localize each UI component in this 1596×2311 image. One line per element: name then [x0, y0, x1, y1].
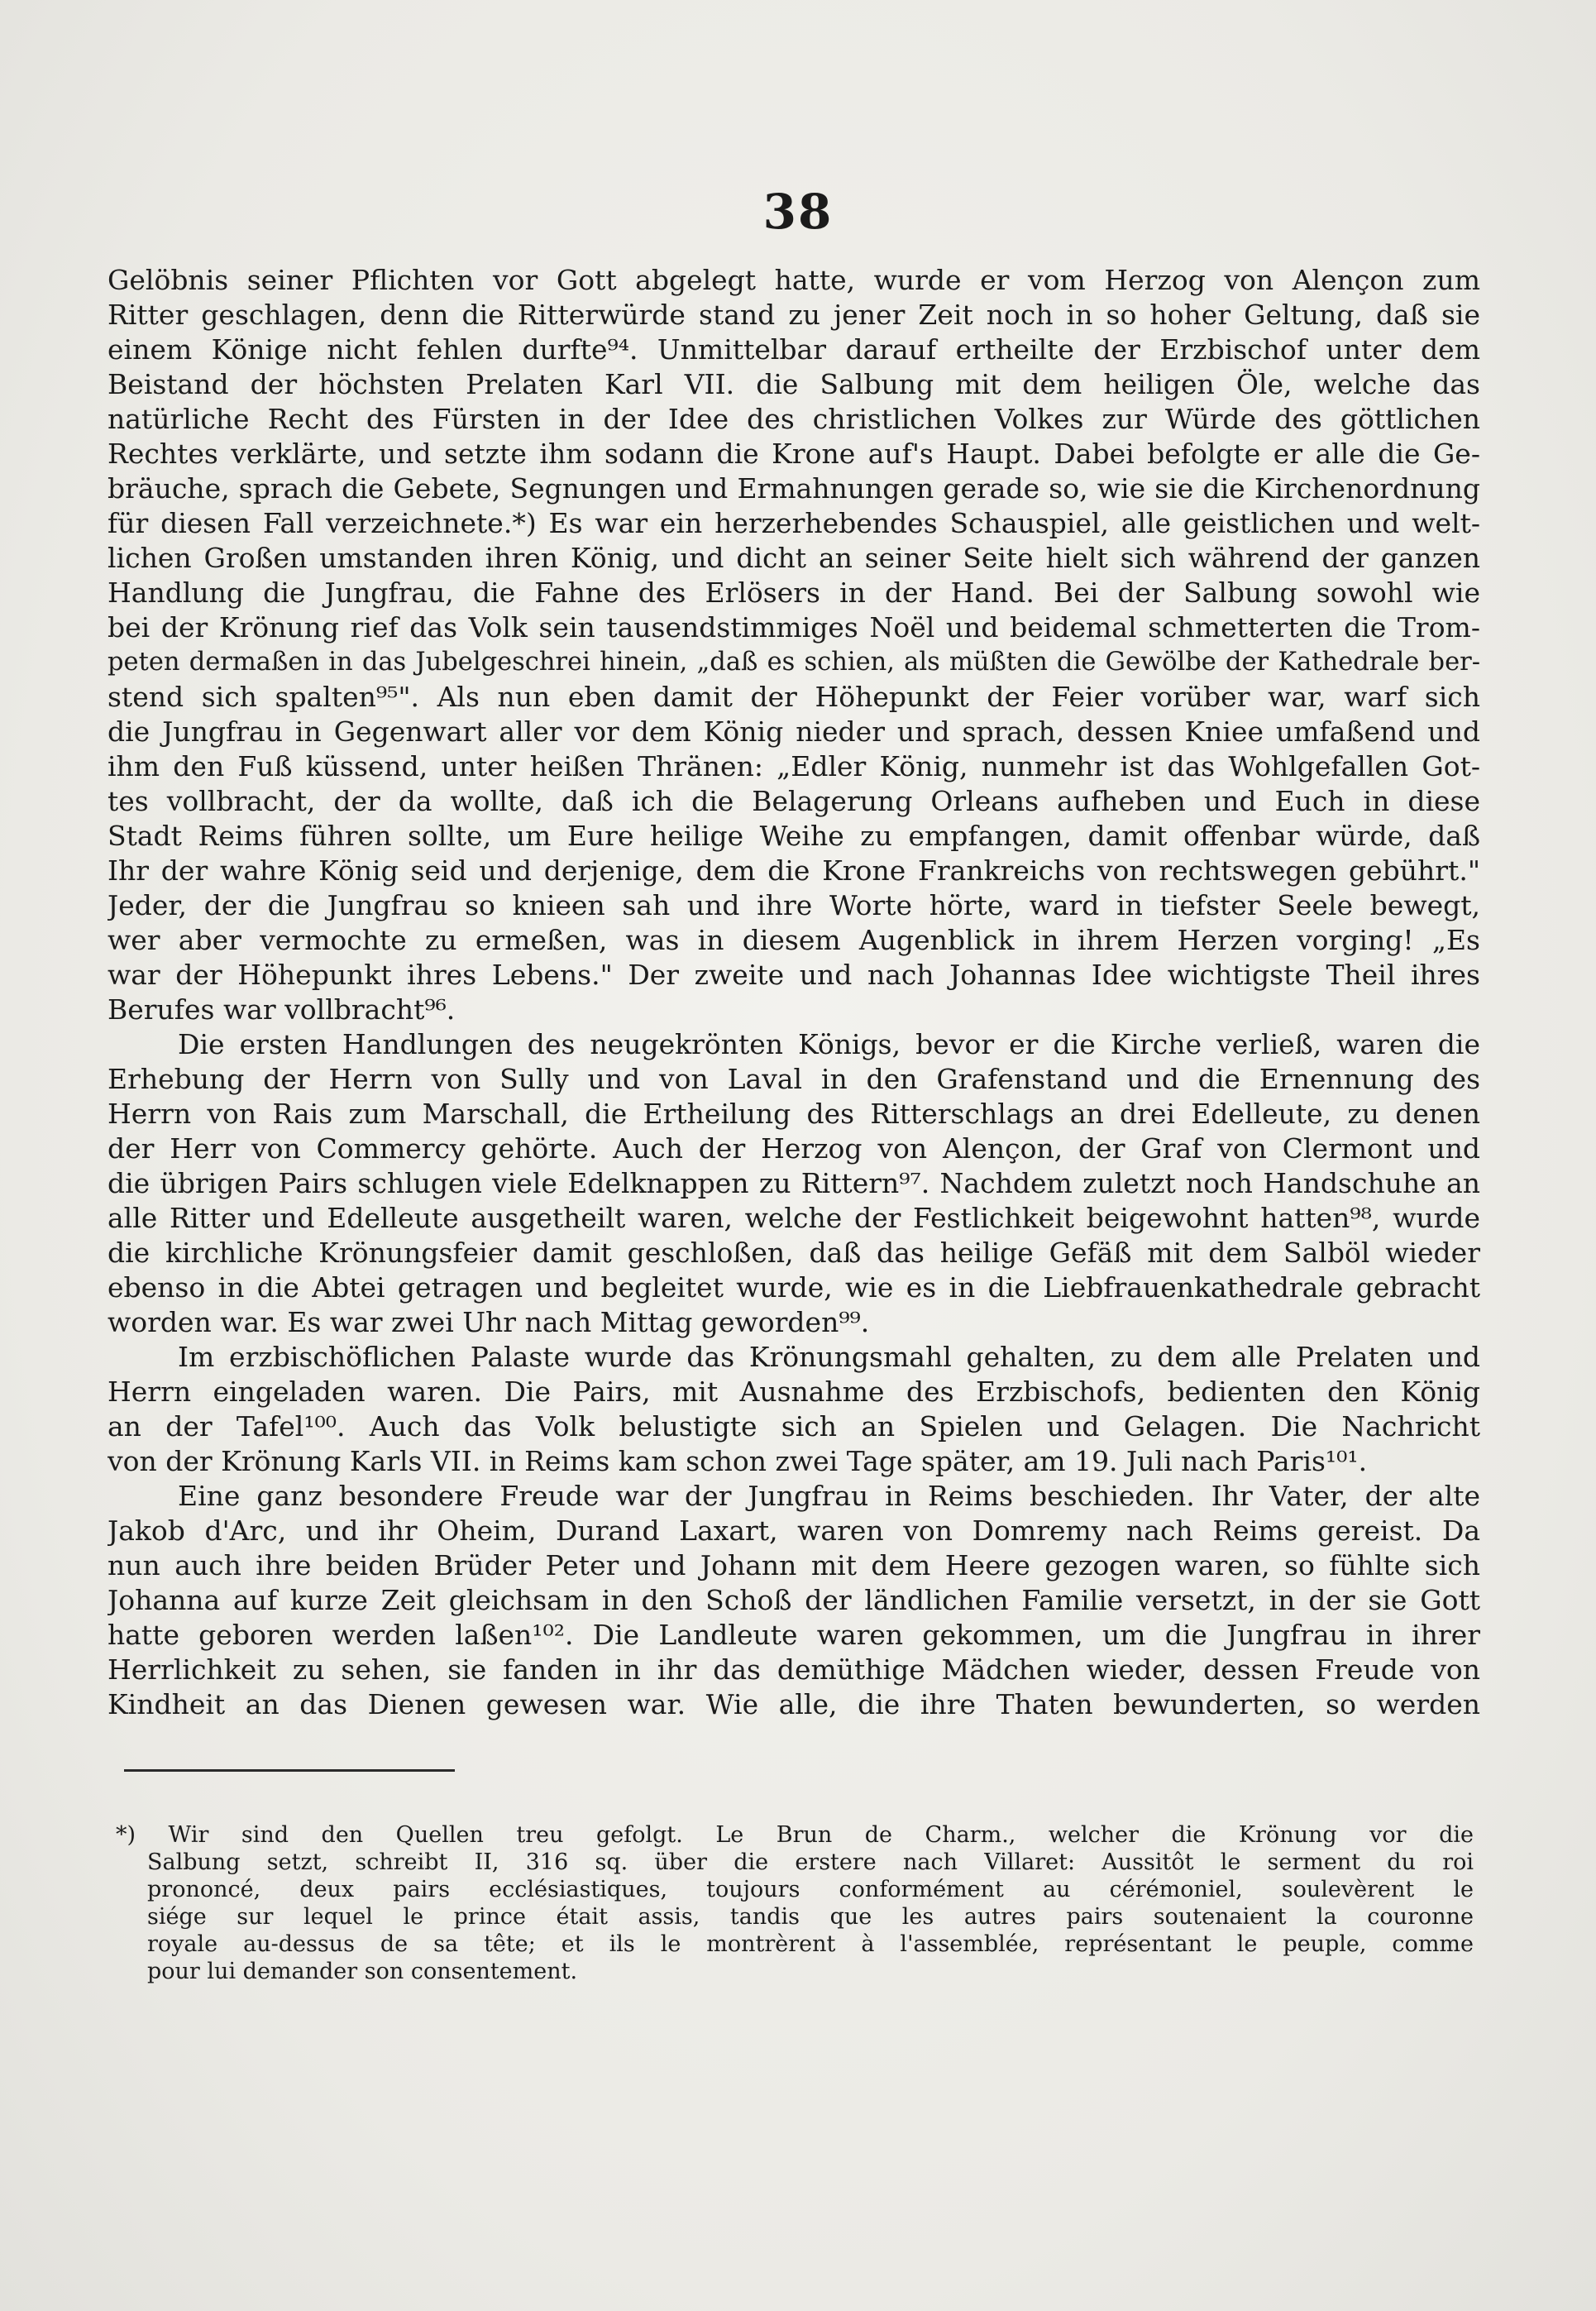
- text-line: einem Könige nicht fehlen durfte⁹⁴. Unmittelbar darauf ertheilte der Erzbischof unter dem: [108, 333, 1480, 366]
- text-line: Herrlichkeit zu sehen, sie fanden in ihr das demüthige Mädchen wieder, dessen Freude von: [108, 1653, 1480, 1686]
- text-line: Erhebung der Herrn von Sully und von Laval in den Grafenstand und die Ernennung des: [108, 1063, 1480, 1095]
- main-text: [108, 263, 1480, 1722]
- text-line: alle Ritter und Edelleute ausgetheilt waren, welche der Festlichkeit beigewohnt hatten⁹⁸, wurde: [108, 1202, 1480, 1234]
- text-line: bei der Krönung rief das Volk sein tausendstimmiges Noël und beidemal schmetterten die Trom-: [108, 611, 1480, 644]
- text-line: Handlung die Jungfrau, die Fahne des Erlösers in der Hand. Bei der Salbung sowohl wie: [108, 577, 1480, 609]
- text-line: Gelöbnis seiner Pflichten vor Gott abgelegt hatte, wurde er vom Herzog von Alençon zum: [108, 264, 1480, 296]
- text-line: Kindheit an das Dienen gewesen war. Wie alle, die ihre Thaten bewunderten, so werden: [108, 1688, 1480, 1720]
- footnote: [116, 1821, 1474, 1985]
- footnote-line: *) Wir sind den Quellen treu gefolgt. Le Brun de Charm., welcher die Krönung vor die: [116, 1822, 1474, 1848]
- text-line: Beistand der höchsten Prelaten Karl VII. die Salbung mit dem heiligen Öle, welche das: [108, 368, 1480, 400]
- text-line: die Jungfrau in Gegenwart aller vor dem König nieder und sprach, dessen Kniee umfaßend und: [108, 715, 1480, 748]
- text-line: stend sich spalten⁹⁵". Als nun eben damit der Höhepunkt der Feier vorüber war, warf sich: [108, 681, 1480, 713]
- text-line: der Herr von Commercy gehörte. Auch der Herzog von Alençon, der Graf von Clermont und: [108, 1132, 1480, 1165]
- text-line: Jakob d'Arc, und ihr Oheim, Durand Laxart, waren von Domremy nach Reims gereist. Da: [108, 1514, 1480, 1547]
- text-line: ebenso in die Abtei getragen und begleitet wurde, wie es in die Liebfrauenkathedrale gebracht: [108, 1271, 1480, 1304]
- page-number: 38: [762, 184, 834, 240]
- text-line: an der Tafel¹⁰⁰. Auch das Volk belustigte sich an Spielen und Gelagen. Die Nachricht: [108, 1410, 1480, 1443]
- text-line: Ihr der wahre König seid und derjenige, dem die Krone Frankreichs von rechtswegen gebührt.": [108, 854, 1480, 887]
- text-line: wer aber vermochte zu ermeßen, was in diesem Augenblick in ihrem Herzen vorging! „Es: [108, 924, 1480, 956]
- footnote-divider: [124, 1769, 455, 1772]
- text-line: von der Krönung Karls VII. in Reims kam schon zwei Tage später, am 19. Juli nach Paris¹⁰¹.: [108, 1445, 1368, 1477]
- footnote-line: Salbung setzt, schreibt II, 316 sq. über die erstere nach Villaret: Aussitôt le serment du roi: [147, 1849, 1474, 1875]
- text-line: worden war. Es war zwei Uhr nach Mittag geworden⁹⁹.: [108, 1306, 870, 1338]
- text-line: Johanna auf kurze Zeit gleichsam in den Schoß der ländlichen Familie versetzt, in der sie Gott: [108, 1584, 1480, 1616]
- text-line: Im erzbischöflichen Palaste wurde das Krönungsmahl gehalten, zu dem alle Prelaten und: [178, 1341, 1480, 1373]
- text-line: Herrn von Rais zum Marschall, die Ertheilung des Ritterschlags an drei Edelleute, zu denen: [108, 1098, 1480, 1130]
- footnote-line: prononcé, deux pairs ecclésiastiques, toujours conformément au cérémoniel, soulevèrent le: [147, 1877, 1474, 1902]
- text-line: natürliche Recht des Fürsten in der Idee des christlichen Volkes zur Würde des göttlichen: [108, 403, 1480, 435]
- text-line: Die ersten Handlungen des neugekrönten Königs, bevor er die Kirche verließ, waren die: [178, 1028, 1480, 1060]
- text-line: die übrigen Pairs schlugen viele Edelknappen zu Rittern⁹⁷. Nachdem zuletzt noch Handschuhe an: [108, 1167, 1480, 1199]
- text-line: tes vollbracht, der da wollte, daß ich die Belagerung Orleans aufheben und Euch in diese: [108, 785, 1480, 817]
- text-line: Herrn eingeladen waren. Die Pairs, mit Ausnahme des Erzbischofs, bedienten den König: [108, 1376, 1480, 1408]
- text-line: war der Höhepunkt ihres Lebens." Der zweite und nach Johannas Idee wichtigste Theil ihres: [108, 959, 1480, 991]
- text-line: bräuche, sprach die Gebete, Segnungen und Ermahnungen gerade so, wie sie die Kirchenordnung: [108, 472, 1480, 505]
- text-line: für diesen Fall verzeichnete.*) Es war ein herzerhebendes Schauspiel, alle geistlichen und welt-: [108, 507, 1480, 539]
- text-line: lichen Großen umstanden ihren König, und dicht an seiner Seite hielt sich während der ganzen: [108, 542, 1480, 574]
- footnote-line: pour lui demander son consentement.: [147, 1959, 578, 1984]
- text-line: peten dermaßen in das Jubelgeschrei hinein, „daß es schien, als müßten die Gewölbe der Kathedrale ber-: [108, 648, 1480, 677]
- text-line: ihm den Fuß küssend, unter heißen Thränen: „Edler König, nunmehr ist das Wohlgefallen Got-: [108, 750, 1480, 782]
- text-line: Berufes war vollbracht⁹⁶.: [108, 993, 456, 1026]
- footnote-line: siége sur lequel le prince était assis, tandis que les autres pairs soutenaient la couronne: [147, 1904, 1474, 1930]
- text-line: Rechtes verklärte, und setzte ihm sodann die Krone auf's Haupt. Dabei befolgte er alle die Ge-: [108, 438, 1480, 470]
- text-line: Stadt Reims führen sollte, um Eure heilige Weihe zu empfangen, damit offenbar würde, daß: [108, 820, 1480, 852]
- text-line: nun auch ihre beiden Brüder Peter und Johann mit dem Heere gezogen waren, so fühlte sich: [108, 1549, 1480, 1581]
- text-line: Jeder, der die Jungfrau so knieen sah und ihre Worte hörte, ward in tiefster Seele bewegt,: [108, 889, 1480, 921]
- text-line: Ritter geschlagen, denn die Ritterwürde stand zu jener Zeit noch in so hoher Geltung, daß sie: [108, 299, 1480, 331]
- footnote-line: royale au-dessus de sa tête; et ils le montrèrent à l'assemblée, représentant le peuple, comme: [147, 1931, 1474, 1957]
- text-line: hatte geboren werden laßen¹⁰². Die Landleute waren gekommen, um die Jungfrau in ihrer: [108, 1619, 1480, 1651]
- text-line: die kirchliche Krönungsfeier damit geschloßen, daß das heilige Gefäß mit dem Salböl wieder: [108, 1237, 1480, 1269]
- text-line: Eine ganz besondere Freude war der Jungfrau in Reims beschieden. Ihr Vater, der alte: [178, 1480, 1480, 1512]
